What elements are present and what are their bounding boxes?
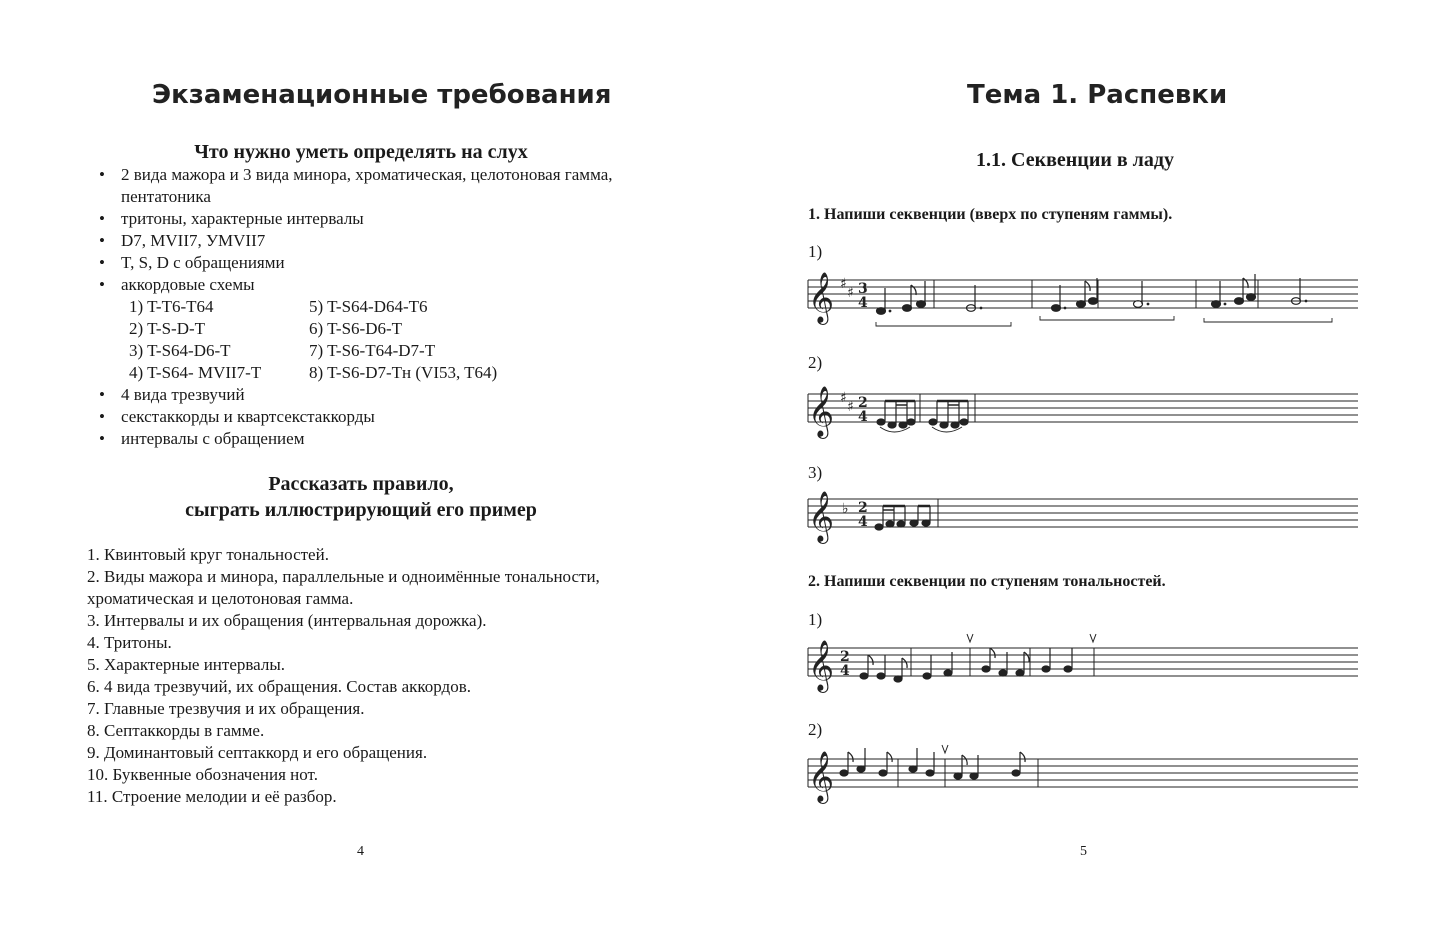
music-staff bbox=[808, 630, 1360, 690]
section-heading-rules: Рассказать правило, bbox=[268, 473, 454, 495]
exercise-label: 1) bbox=[808, 610, 823, 629]
list-item: 8. Септаккорды в гамме. bbox=[87, 721, 265, 740]
list-item: 1. Квинтовый круг тональностей. bbox=[87, 545, 329, 564]
list-item: • 2 вида мажора и 3 вида минора, хроматическая, целотоновая гамма, пентатоника bbox=[97, 164, 657, 208]
task-heading: 2. Напиши секвенции по ступеням тональностей. bbox=[808, 573, 1166, 590]
page-title: Экзаменационные требования bbox=[152, 80, 612, 110]
page-title: Тема 1. Распевки bbox=[967, 80, 1228, 110]
treble-clef-icon: 𝄞 bbox=[808, 640, 835, 691]
section-heading-listening: Что нужно уметь определять на слух bbox=[194, 141, 528, 163]
page-number: 4 bbox=[357, 844, 364, 859]
list-item: 2. Виды мажора и минора, параллельные и одноимённые тональности, хроматическая и целотоновая гамма. bbox=[87, 567, 600, 608]
sharp-icon: ♯ bbox=[840, 390, 847, 406]
exercise-label: 3) bbox=[808, 463, 823, 482]
list-item: • 4 вида трезвучий bbox=[97, 384, 657, 406]
chord-scheme: 7) T-S6-T64-D7-T bbox=[309, 341, 436, 360]
exercise-label: 1) bbox=[808, 242, 823, 261]
chord-scheme: 6) T-S6-D6-T bbox=[309, 319, 403, 338]
time-signature-top: 2 bbox=[840, 649, 850, 665]
list-item: 6. 4 вида трезвучий, их обращения. Состав аккордов. bbox=[87, 677, 471, 696]
list-item: 11. Строение мелодии и её разбор. bbox=[87, 787, 337, 806]
list-item: 10. Буквенные обозначения нот. bbox=[87, 765, 318, 784]
treble-clef-icon: 𝄞 bbox=[808, 386, 835, 437]
time-signature-top: 2 bbox=[858, 395, 868, 411]
chord-scheme: 8) T-S6-D7-Tн (VI53, T64) bbox=[309, 363, 498, 382]
chord-scheme: 2) T-S-D-T bbox=[129, 319, 206, 338]
list-item bbox=[97, 274, 657, 384]
time-signature-bottom: 4 bbox=[858, 409, 868, 425]
section-subtitle: 1.1. Секвенции в ладу bbox=[976, 149, 1174, 171]
list-item: 5. Характерные интервалы. bbox=[87, 655, 286, 674]
list-item: 7. Главные трезвучия и их обращения. bbox=[87, 699, 365, 718]
music-staff bbox=[808, 386, 1360, 436]
list-item: 3. Интервалы и их обращения (интервальная дорожка). bbox=[87, 611, 487, 630]
section-heading-rules-2: сыграть иллюстрирующий его пример bbox=[185, 499, 537, 521]
exercise-label: 2) bbox=[808, 720, 823, 739]
time-signature-top: 2 bbox=[858, 500, 868, 516]
treble-clef-icon: 𝄞 bbox=[808, 491, 835, 542]
chord-scheme: 3) T-S64-D6-T bbox=[129, 341, 231, 360]
time-signature-top: 3 bbox=[858, 281, 868, 297]
list-item: 9. Доминантовый септаккорд и его обращения. bbox=[87, 743, 428, 762]
list-item: 4. Тритоны. bbox=[87, 633, 172, 652]
list-item: • интервалы с обращением bbox=[97, 428, 657, 450]
sharp-icon: ♯ bbox=[840, 276, 847, 292]
page-number: 5 bbox=[1080, 844, 1087, 859]
listening-list bbox=[97, 164, 657, 450]
treble-clef-icon: 𝄞 bbox=[808, 272, 835, 323]
rules-list bbox=[87, 544, 687, 808]
list-item-label: аккордовые схемы bbox=[121, 275, 255, 294]
right-page bbox=[722, 0, 1445, 929]
music-staff bbox=[808, 741, 1360, 801]
left-page bbox=[0, 0, 722, 929]
exercise-label: 2) bbox=[808, 353, 823, 372]
chord-scheme: 1) T-T6-T64 bbox=[129, 297, 214, 316]
chord-scheme: 4) T-S64- MVII7-T bbox=[129, 363, 262, 382]
list-item: • D7, MVII7, УMVII7 bbox=[97, 230, 657, 252]
music-staff bbox=[808, 491, 1360, 541]
time-signature-bottom: 4 bbox=[858, 514, 868, 530]
time-signature-bottom: 4 bbox=[840, 663, 850, 679]
time-signature-bottom: 4 bbox=[858, 295, 868, 311]
flat-icon: ♭ bbox=[842, 501, 849, 517]
list-item: • T, S, D с обращениями bbox=[97, 252, 657, 274]
treble-clef-icon: 𝄞 bbox=[808, 751, 835, 802]
music-staff bbox=[808, 270, 1360, 330]
sharp-icon: ♯ bbox=[847, 399, 854, 415]
chord-scheme: 5) T-S64-D64-T6 bbox=[309, 297, 428, 316]
chord-schemes bbox=[121, 296, 657, 384]
task-heading: 1. Напиши секвенции (вверх по ступеням гаммы). bbox=[808, 206, 1173, 223]
sharp-icon: ♯ bbox=[847, 285, 854, 301]
list-item: • секстаккорды и квартсекстаккорды bbox=[97, 406, 657, 428]
list-item: • тритоны, характерные интервалы bbox=[97, 208, 657, 230]
